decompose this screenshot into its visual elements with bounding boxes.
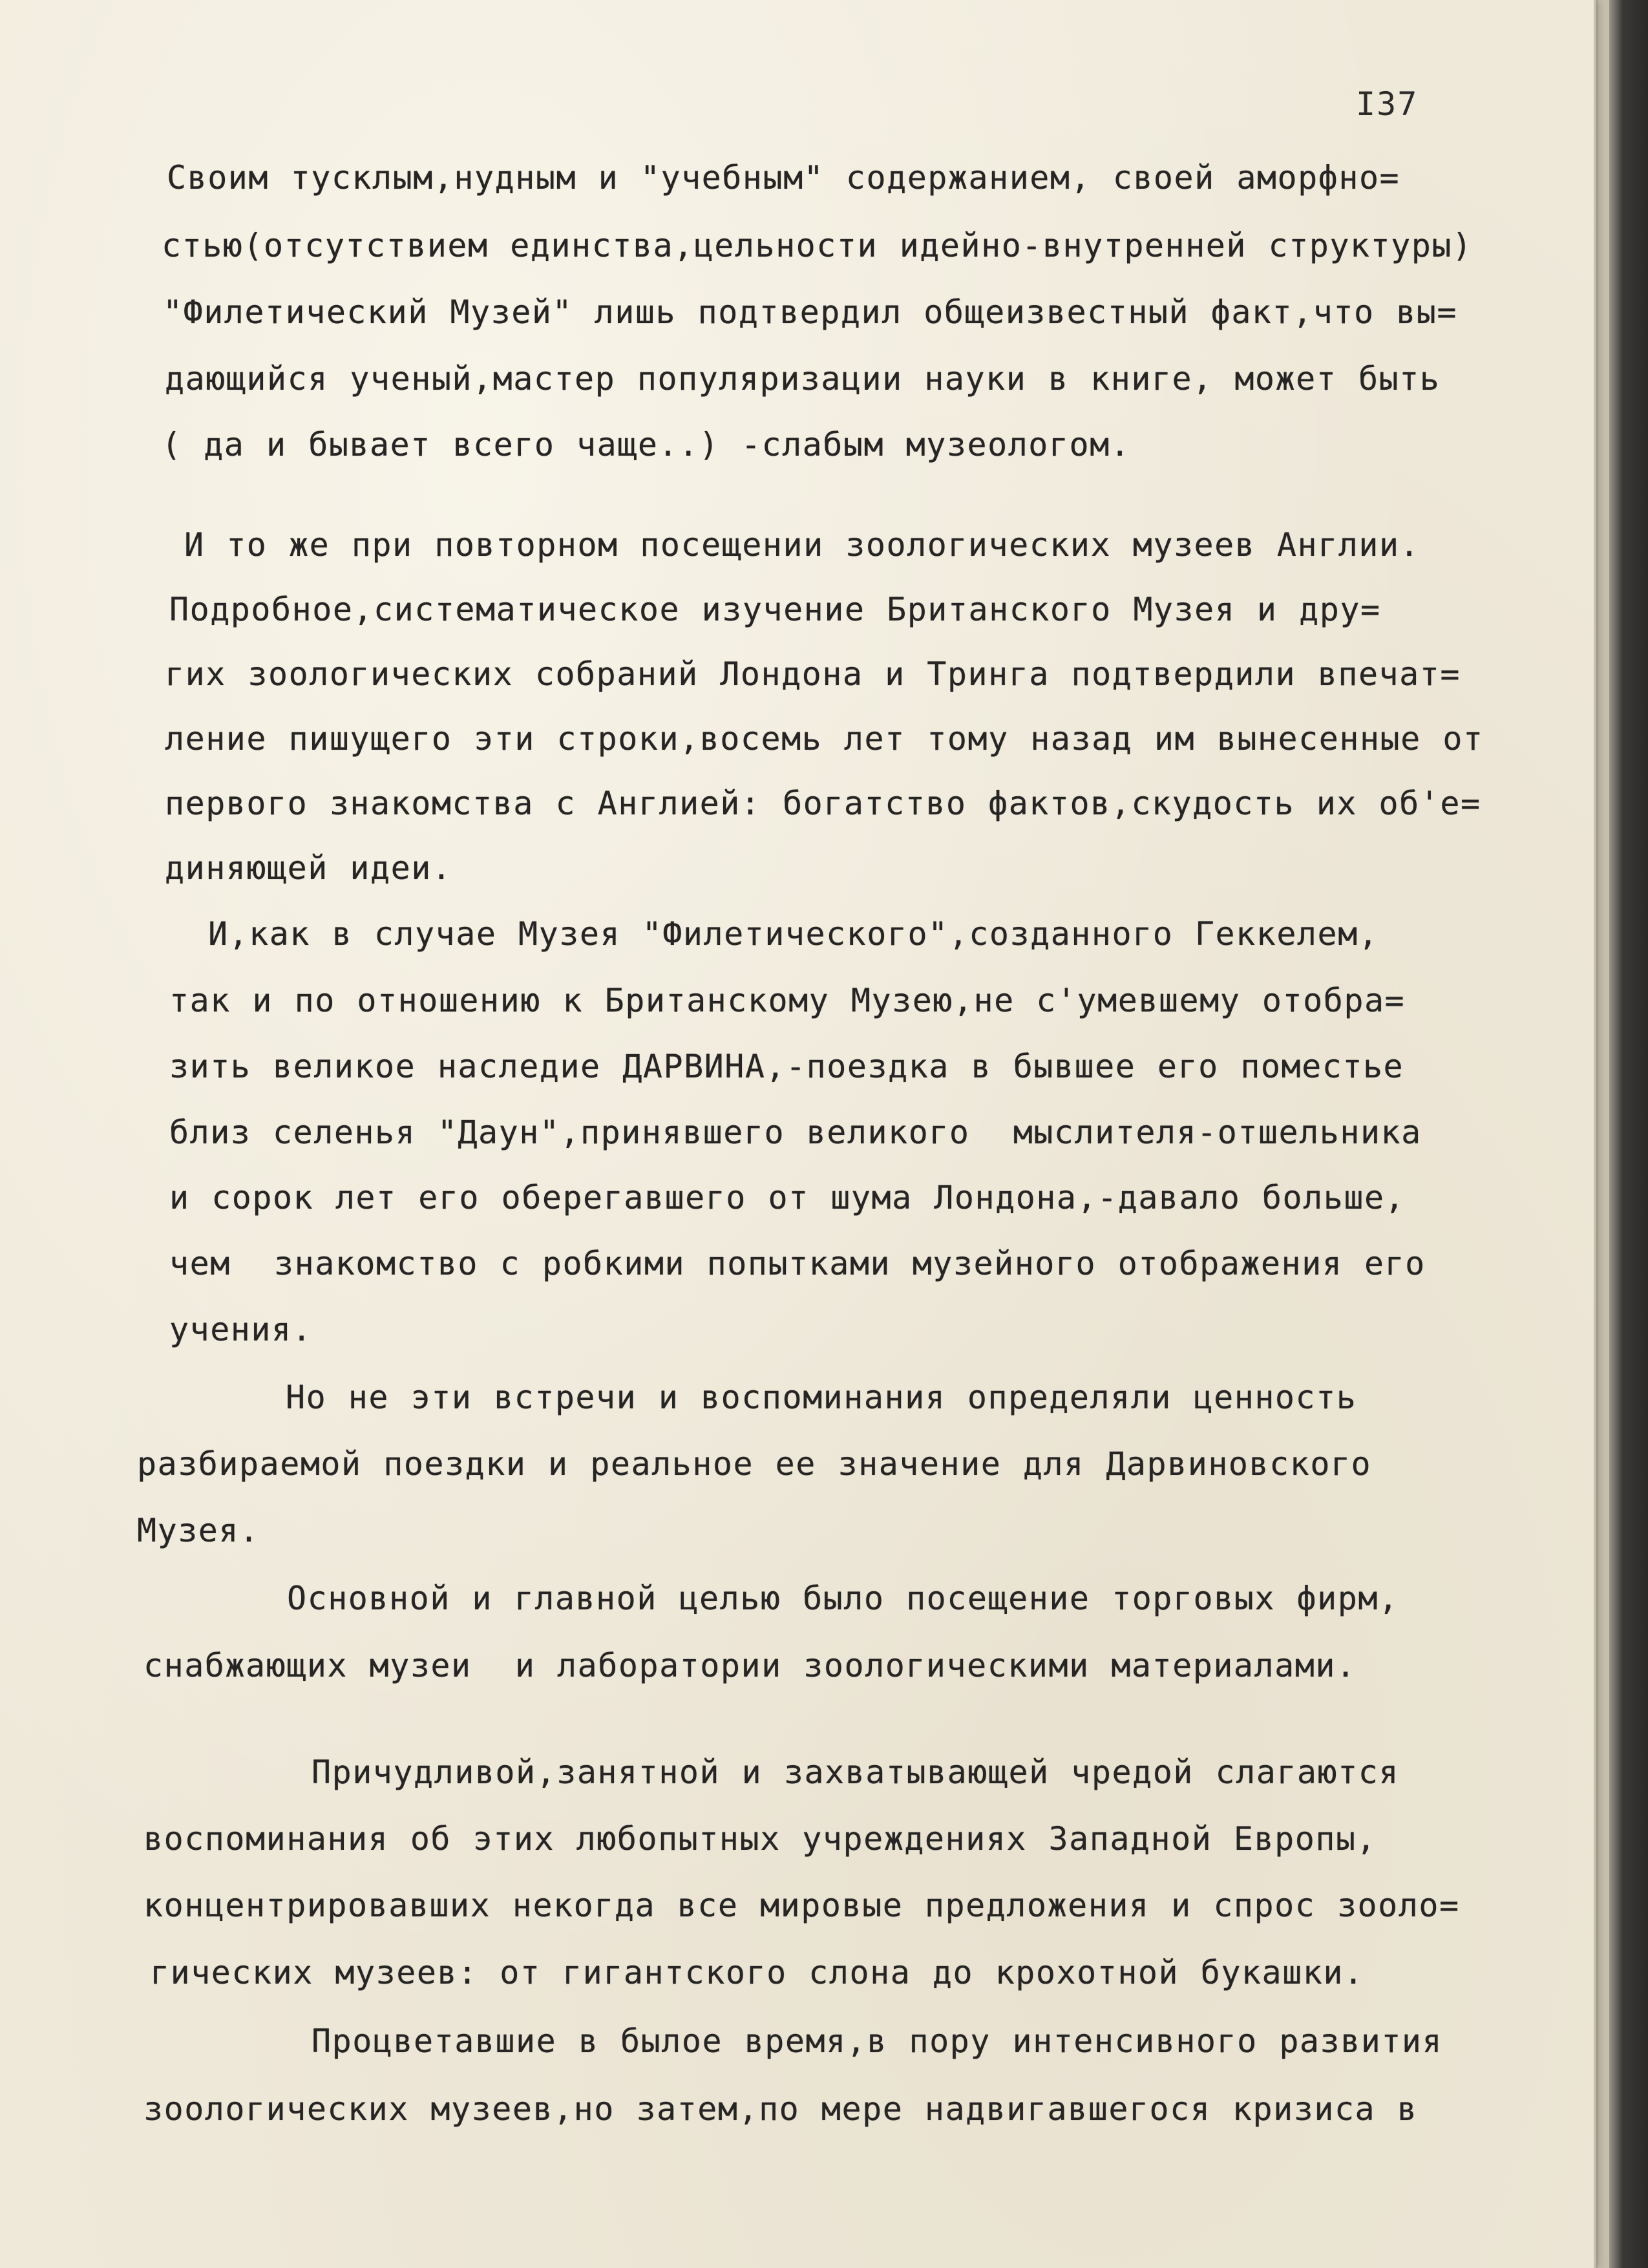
text-line: гих зоологических собраний Лондона и Тринга подтвердили впечат= — [165, 655, 1461, 693]
text-line: ( да и бывает всего чаще..) -слабым музеологом. — [162, 426, 1131, 463]
page-number: I37 — [1356, 85, 1419, 123]
text-line: разбираемой поездки и реальное ее значение для Дарвиновского — [137, 1445, 1372, 1483]
scanner-dark-edge — [1609, 0, 1648, 2268]
text-line: гических музеев: от гигантского слона до крохотной букашки. — [150, 1954, 1364, 1991]
text-line: Процветавшие в былое время,в пору интенсивного развития — [312, 2022, 1443, 2060]
text-line: первого знакомства с Англией: богатство фактов,скудость их об'е= — [165, 785, 1481, 822]
text-line: Своим тусклым,нудным и "учебным" содержанием, своей аморфно= — [167, 159, 1400, 196]
text-line: Музея. — [137, 1512, 260, 1549]
text-line: Но не эти встречи и воспоминания определяли ценность — [286, 1379, 1357, 1416]
text-line: учения. — [169, 1311, 313, 1348]
text-line: И то же при повторном посещении зоологических музеев Англии. — [184, 526, 1421, 564]
text-line: зоологических музеев,но затем,по мере надвигавшегося кризиса в — [143, 2090, 1418, 2128]
text-line: Причудливой,занятной и захватывающей чредой слагаются — [312, 1754, 1399, 1791]
text-line: снабжающих музеи и лаборатории зоологическими материалами. — [143, 1647, 1357, 1684]
text-line: чем знакомство с робкими попытками музейного отображения его — [169, 1245, 1426, 1282]
text-line: воспоминания об этих любопытных учреждениях Западной Европы, — [143, 1820, 1377, 1858]
text-line: стью(отсутствием единства,цельности идейно-внутренней структуры) — [162, 227, 1473, 264]
text-line: Подробное,систематическое изучение Британского Музея и дру= — [169, 591, 1381, 628]
text-line: ление пишущего эти строки,восемь лет тому назад им вынесенные от — [165, 720, 1484, 758]
text-line: близ селенья "Даун",принявшего великого мыслителя-отшельника — [169, 1114, 1422, 1151]
text-line: диняющей идеи. — [165, 849, 452, 887]
text-line: так и по отношению к Британскому Музею,не с'умевшему отобра= — [169, 982, 1406, 1019]
text-line: "Филетический Музей" лишь подтвердил общеизвестный факт,что вы= — [163, 293, 1457, 331]
text-line: концентрировавших некогда все мировые предложения и спрос зооло= — [143, 1887, 1460, 1924]
text-line: дающийся ученый,мастер популяризации науки в книге, может быть — [165, 360, 1441, 397]
text-line: Основной и главной целью было посещение торговых фирм, — [287, 1580, 1399, 1617]
text-line: И,как в случае Музея "Филетического",созданного Геккелем, — [208, 915, 1379, 953]
text-line: зить великое наследие ДАРВИНА,-поездка в бывшее его поместье — [169, 1048, 1404, 1085]
text-line: и сорок лет его оберегавшего от шума Лондона,-давало больше, — [169, 1179, 1406, 1216]
